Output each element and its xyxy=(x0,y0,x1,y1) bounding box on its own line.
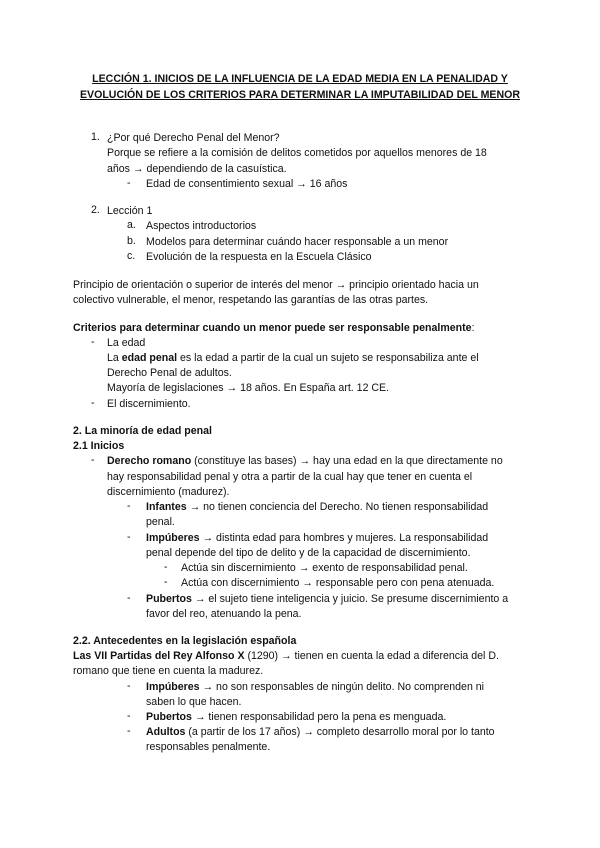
bold-term: Pubertos xyxy=(146,593,192,605)
text-line: colectivo vulnerable, el menor, respetando las garantías de las otras partes. xyxy=(73,294,429,306)
bold-term: Adultos xyxy=(146,726,186,738)
dash-bullet: - xyxy=(164,576,168,588)
sub-letter: a. xyxy=(127,219,136,231)
text-line: penal depende del tipo de delito y de la capacidad de discernimiento. xyxy=(146,547,471,559)
dash-bullet: - xyxy=(164,561,168,573)
text-line: Actúa con discernimiento → responsable pero con pena atenuada. xyxy=(181,577,495,589)
bold-term: Derecho romano xyxy=(107,455,192,467)
sub-item: Evolución de la respuesta en la Escuela Clásico xyxy=(146,251,372,263)
text-line: discernimiento (madurez). xyxy=(107,486,230,498)
dash-bullet: - xyxy=(127,725,131,737)
text-run: (constituye las bases) → hay una edad en la que directamente no xyxy=(191,455,503,467)
sub-letter: b. xyxy=(127,235,136,247)
bold-term: Las VII Partidas del Rey Alfonso X xyxy=(73,650,245,662)
sub-item: Modelos para determinar cuándo hacer responsable a un menor xyxy=(146,236,449,248)
sub-item: Aspectos introductorios xyxy=(146,220,257,232)
list-number: 2. xyxy=(91,204,100,216)
bold-term: Infantes xyxy=(146,501,187,513)
text-line: Principio de orientación o superior de interés del menor → principio orientado hacia un xyxy=(73,279,479,291)
text-run: → tienen responsabilidad pero la pena es menguada. xyxy=(191,711,447,723)
text-line: Derecho Penal de adultos. xyxy=(107,367,232,379)
dash-bullet: - xyxy=(91,397,95,409)
text-line: Actúa sin discernimiento → exento de responsabilidad penal. xyxy=(181,562,468,574)
text-run: → no son responsables de ningún delito. No comprenden ni xyxy=(199,681,485,693)
dash-bullet: - xyxy=(127,592,131,604)
dash-bullet: - xyxy=(127,500,131,512)
section-heading: 2. La minoría de edad penal xyxy=(73,425,212,437)
text-line: Edad de consentimiento sexual → 16 años xyxy=(146,178,348,190)
text-line: años → dependiendo de la casuística. xyxy=(107,163,287,175)
lesson-title: LECCIÓN 1. INICIOS DE LA INFLUENCIA DE LA EDAD MEDIA EN LA PENALIDAD Y EVOLUCIÓN DE LOS CRITERIOS PARA DETERMINAR LA IMPUTABILIDAD DEL MENOR xyxy=(79,73,521,101)
text-line: responsables penalmente. xyxy=(146,741,271,753)
text-line: hay responsabilidad penal y otra a partir de la cual hay que tener en cuenta el xyxy=(107,471,473,483)
text-line: favor del reo, atenuando la pena. xyxy=(146,608,302,620)
text-run: → el sujeto tiene inteligencia y juicio. Se presume discernimiento a xyxy=(191,593,509,605)
subsection-heading: 2.2. Antecedentes en la legislación española xyxy=(73,635,297,647)
colon: : xyxy=(471,322,475,334)
text-line xyxy=(73,649,499,665)
text-line xyxy=(146,531,488,547)
text-line xyxy=(146,680,484,696)
text-line xyxy=(107,454,503,470)
sub-letter: c. xyxy=(127,250,136,262)
text-line: El discernimiento. xyxy=(107,398,191,410)
criterios-heading xyxy=(73,321,475,337)
bold-term: Impúberes xyxy=(146,532,200,544)
text-line xyxy=(146,725,495,741)
dash-bullet: - xyxy=(127,177,131,189)
text-line: saben lo que hacen. xyxy=(146,696,242,708)
text-line xyxy=(146,710,446,726)
bold-term: Impúberes xyxy=(146,681,200,693)
text-run: (1290) → tienen en cuenta la edad a diferencia del D. xyxy=(244,650,499,662)
bold-term: edad penal xyxy=(121,352,178,364)
text-line: romano que tiene en cuenta la madurez. xyxy=(73,665,264,677)
dash-bullet: - xyxy=(91,454,95,466)
text-line xyxy=(146,500,488,516)
text-line: Porque se refiere a la comisión de delitos cometidos por aquellos menores de 18 xyxy=(107,147,487,159)
text-run: es la edad a partir de la cual un sujeto se responsabiliza ante el xyxy=(177,352,479,364)
list-label: Lección 1 xyxy=(107,205,153,217)
text-run: → no tienen conciencia del Derecho. No tienen responsabilidad xyxy=(186,501,489,513)
dash-bullet: - xyxy=(127,531,131,543)
text-run: (a partir de los 17 años) → completo desarrollo moral por lo tanto xyxy=(185,726,495,738)
heading-text: Criterios para determinar cuando un menor puede ser responsable penalmente xyxy=(73,322,472,334)
question-line: ¿Por qué Derecho Penal del Menor? xyxy=(107,132,280,144)
text-line: Mayoría de legislaciones → 18 años. En España art. 12 CE. xyxy=(107,382,390,394)
text-line: La edad xyxy=(107,337,146,349)
text-line xyxy=(146,592,508,608)
list-number: 1. xyxy=(91,131,100,143)
text-run: → distinta edad para hombres y mujeres. La responsabilidad xyxy=(199,532,489,544)
text-run: La xyxy=(107,352,122,364)
text-line: penal. xyxy=(146,516,175,528)
dash-bullet: - xyxy=(127,710,131,722)
dash-bullet: - xyxy=(91,336,95,348)
text-line xyxy=(107,351,479,367)
bold-term: Pubertos xyxy=(146,711,192,723)
dash-bullet: - xyxy=(127,680,131,692)
subsection-heading: 2.1 Inicios xyxy=(73,440,125,452)
